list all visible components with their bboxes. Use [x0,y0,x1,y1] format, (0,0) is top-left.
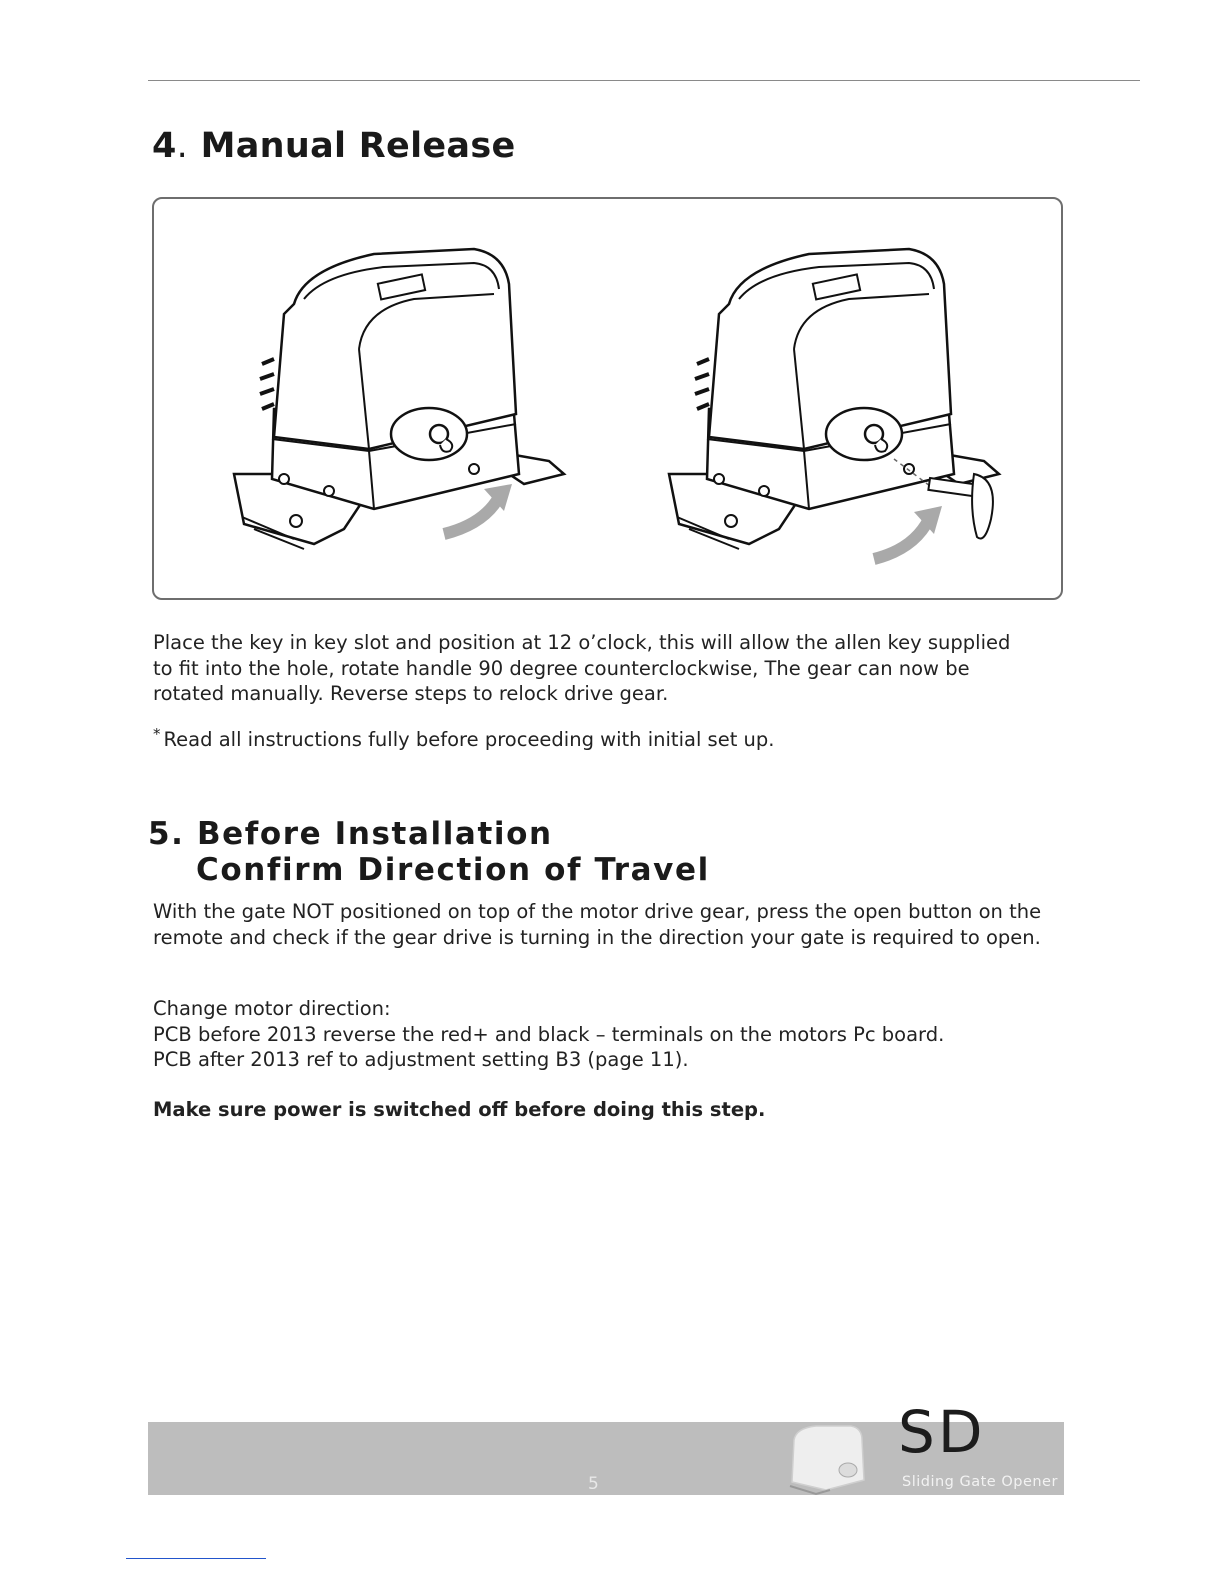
section-4-title: Manual Release [200,126,516,166]
manual-release-instructions: Place the key in key slot and position at 12 o’clock, this will allow the allen key supplied to fit into the hole, rotate handle 90 degree counterclockwise, The gear can now be rotated manually. Reverse steps to relock drive gear. [153,631,1011,705]
section-5-title: 5. Before Installation [148,816,553,852]
manual-release-illustration [154,199,1060,597]
direction-check-paragraph: With the gate NOT positioned on top of the motor drive gear, press the open button on the remote and check if the gear drive is turning in the direction your gate is required to open. [153,900,1042,949]
pcb-after-2013: PCB after 2013 ref to adjustment setting B3 (page 11). [153,1048,689,1071]
gate-opener-thumbnail-icon [786,1420,876,1496]
note-asterisk: * [153,725,161,743]
page-number: 5 [588,1474,599,1494]
section-4-heading [152,126,516,166]
section-5-subtitle: Confirm Direction of Travel [196,852,710,888]
note-text: Read all instructions fully before proceeding with initial set up. [163,728,775,751]
header-rule [148,80,1140,81]
section-4-dot: . [176,126,189,166]
product-name: Sliding Gate Opener [902,1474,1058,1490]
bottom-rule [126,1558,266,1559]
brand-logo-text: SD [898,1398,986,1466]
motor-direction-block [153,996,1113,1073]
change-direction-heading: Change motor direction: [153,997,391,1020]
section-4-number: 4 [152,126,177,166]
power-off-warning: Make sure power is switched off before doing this step. [153,1098,766,1121]
instructions-note [153,722,1033,753]
section-5-heading [148,816,710,888]
pcb-before-2013: PCB before 2013 reverse the red+ and black – terminals on the motors Pc board. [153,1022,945,1046]
manual-release-illustration-box [152,197,1063,600]
